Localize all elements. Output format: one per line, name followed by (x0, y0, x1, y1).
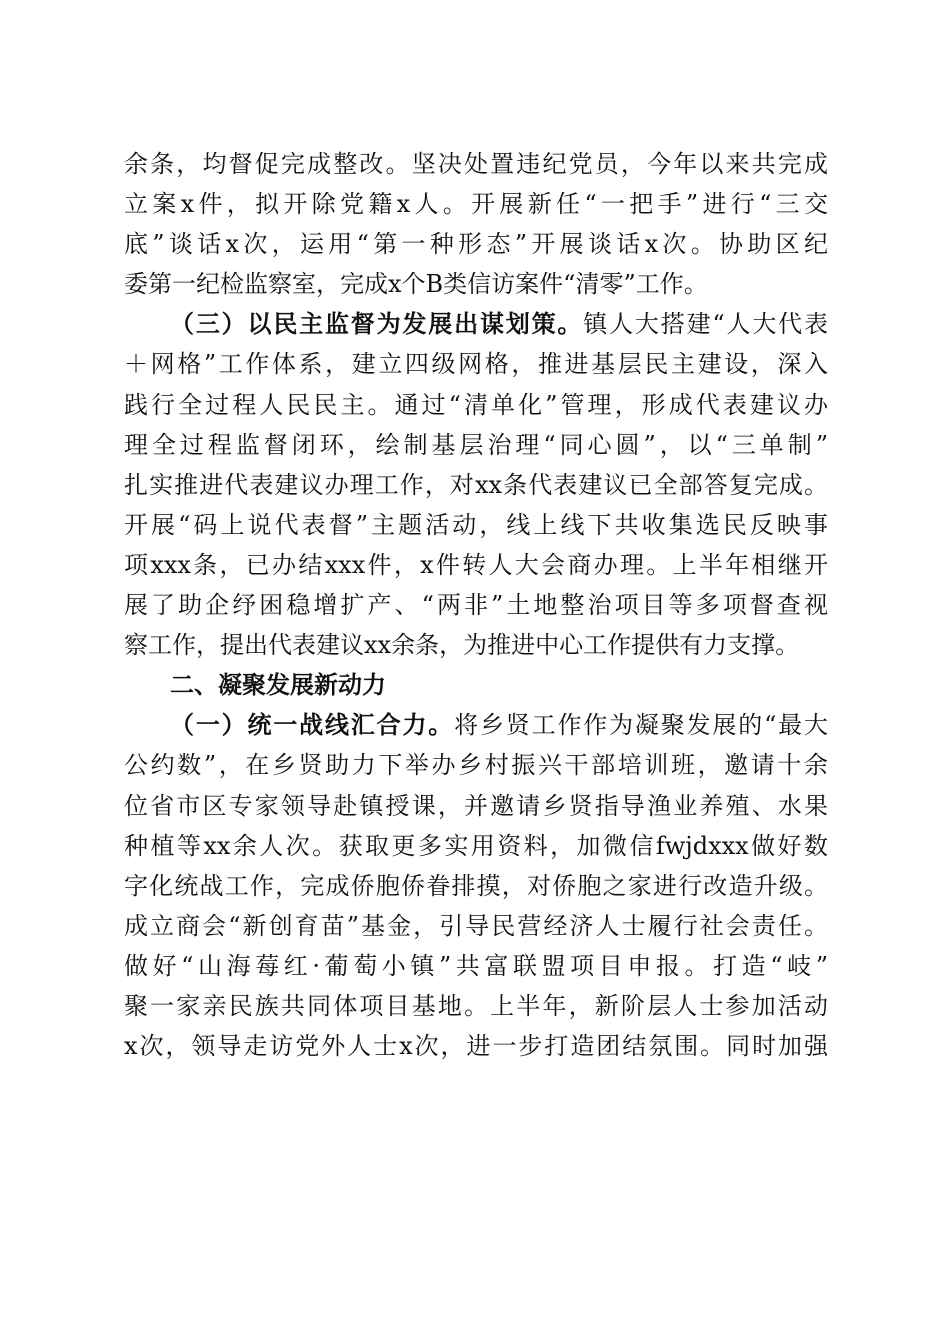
subsection-line (124, 705, 828, 745)
text-line: 察工作，提出代表建议xx余条，为推进中心工作提供有力支撑。 (124, 631, 800, 660)
text-line: 位省市区专家领导赴镇授课，并邀请乡贤指导渔业养殖、水果 (124, 791, 828, 820)
text-line: 余条，均督促完成整改。坚决处置违纪党员，今年以来共完成 (124, 150, 828, 178)
text-line: 成立商会“新创育苗”基金，引导民营经济人士履行社会责任。 (124, 911, 828, 940)
text-line: 种植等xx余人次。获取更多实用资料，加微信fwjdxxx做好数 (124, 831, 828, 860)
text-line: 开展“码上说代表督”主题活动，线上线下共收集选民反映事 (124, 510, 828, 539)
text-line: ＋网格”工作体系，建立四级网格，推进基层民主建设，深入 (124, 350, 828, 379)
text-line: 做好“山海莓红·葡萄小镇”共富联盟项目申报。打造“岐” (124, 951, 828, 980)
text-line: x次，领导走访党外人士x次，进一步打造团结氛围。同时加强 (124, 1032, 828, 1061)
text-line: 底”谈话x次，运用“第一种形态”开展谈话x次。协助区纪 (124, 230, 828, 259)
text-line: 项xxx条，已办结xxx件，x件转人大会商办理。上半年相继开 (124, 550, 828, 579)
text-line: 聚一家亲民族共同体项目基地。上半年，新阶层人士参加活动 (124, 991, 828, 1020)
text-line: 践行全过程人民民主。通过“清单化”管理，形成代表建议办 (124, 390, 828, 419)
text-line: 立案x件，拟开除党籍x人。开展新任“一把手”进行“三交 (124, 190, 828, 219)
text-run: 将乡贤工作作为凝聚发展的“最大 (454, 711, 828, 740)
document-body (124, 144, 828, 1066)
subsection-heading-3: （三）以民主监督为发展出谋划策。 (170, 310, 584, 339)
text-line: 公约数”，在乡贤助力下举办乡村振兴干部培训班，邀请十余 (124, 751, 828, 780)
text-line: 扎实推进代表建议办理工作，对xx条代表建议已全部答复完成。 (124, 470, 828, 499)
subsection-heading-1: （一）统一战线汇合力。 (170, 711, 455, 740)
text-line: 理全过程监督闭环，绘制基层治理“同心圆”，以“三单制” (124, 430, 828, 459)
text-run: 镇人大搭建“人大代表 (583, 310, 828, 339)
text-line: 委第一纪检监察室，完成x个B类信访案件“清零”工作。 (124, 270, 708, 299)
text-line: 字化统战工作，完成侨胞侨眷排摸，对侨胞之家进行改造升级。 (124, 871, 828, 900)
subsection-line (124, 304, 828, 344)
text-line: 展了助企纾困稳增扩产、“两非”土地整治项目等多项督查视 (124, 591, 828, 620)
section-heading-2: 二、凝聚发展新动力 (170, 671, 386, 700)
